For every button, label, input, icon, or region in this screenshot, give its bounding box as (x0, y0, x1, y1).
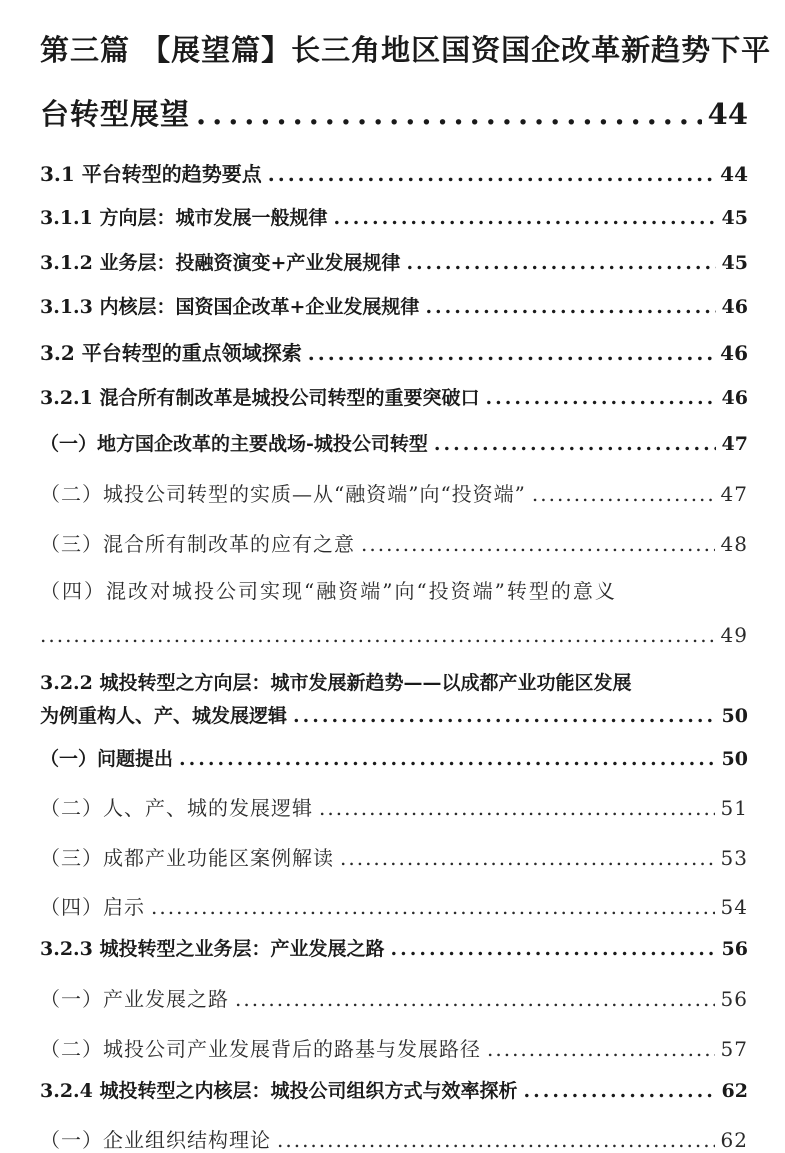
toc-entry-3-2-1-a[interactable] (40, 429, 748, 456)
page-number: 45 (721, 252, 748, 274)
dot-leader (151, 895, 715, 919)
toc-entry-3-2-2-d[interactable] (40, 891, 748, 920)
dot-leader (406, 252, 715, 274)
page-number: 62 (720, 1128, 748, 1152)
entry-label: 3.2.4 城投转型之内核层：城投公司组织方式与效率探析 (40, 1080, 518, 1102)
toc-entry-3-2-2-b[interactable] (40, 792, 748, 821)
entry-label: （一）问题提出 (40, 748, 174, 770)
entry-label: 3.2.1 混合所有制改革是城投公司转型的重要突破口 (40, 387, 480, 409)
dot-leader (391, 938, 716, 960)
toc-entry-3-2-3[interactable] (40, 934, 748, 961)
entry-label: （二）城投公司转型的实质—从“融资端”向“投资端” (40, 482, 526, 506)
toc-entry-3-2-1-b[interactable] (40, 478, 748, 507)
toc-entry-3-2[interactable] (40, 337, 748, 366)
page-number: 50 (721, 705, 748, 727)
entry-label: 3.1.3 内核层：国资国企改革+企业发展规律 (40, 296, 420, 318)
dot-leader (308, 341, 714, 365)
dot-leader (235, 987, 715, 1011)
page-number: 47 (720, 482, 748, 506)
toc-entry-3-2-1-d-line1[interactable] (40, 575, 748, 604)
toc-entry-3-2-3-b[interactable] (40, 1033, 748, 1062)
page-number: 46 (721, 387, 748, 409)
entry-label: （一）产业发展之路 (40, 987, 229, 1011)
dot-leader (268, 162, 714, 186)
entry-label: （一）企业组织结构理论 (40, 1128, 271, 1152)
entry-label: 3.1.2 业务层：投融资演变+产业发展规律 (40, 252, 401, 274)
entry-label: （三）成都产业功能区案例解读 (40, 846, 334, 870)
dot-leader (340, 846, 715, 870)
dot-leader (487, 1037, 715, 1061)
chapter-title-line1 (40, 28, 772, 69)
page-number: 57 (720, 1037, 748, 1061)
toc-entry-3-2-3-a[interactable] (40, 983, 748, 1012)
dot-leader (532, 482, 715, 506)
toc-entry-3-2-2-a[interactable] (40, 744, 748, 771)
entry-label: 3.2.2 城投转型之方向层：城市发展新趋势——以成都产业功能区发展 (40, 672, 632, 694)
page-number: 56 (720, 987, 748, 1011)
toc-entry-3-2-1[interactable] (40, 383, 748, 410)
toc-entry-3-1[interactable] (40, 158, 748, 187)
entry-label: 3.1 平台转型的趋势要点 (40, 162, 262, 186)
page-number: 46 (720, 341, 748, 365)
entry-label: 3.2.3 城投转型之业务层：产业发展之路 (40, 938, 385, 960)
dot-leader (361, 532, 715, 556)
dot-leader (293, 705, 716, 727)
dot-leader (434, 433, 716, 455)
entry-label: （四）启示 (40, 895, 145, 919)
page-number: 53 (720, 846, 748, 870)
entry-label: （四）混改对城投公司实现“融资端”向“投资端”转型的意义 (40, 579, 617, 603)
chapter-title-label: 台转型展望 (40, 97, 191, 131)
toc-entry-3-2-1-d-line2[interactable] (40, 623, 748, 647)
page-number: 51 (720, 796, 748, 820)
toc-entry-3-1-1[interactable] (40, 203, 748, 230)
entry-label: （三）混合所有制改革的应有之意 (40, 532, 355, 556)
page-number: 47 (721, 433, 748, 455)
entry-label: （二）城投公司产业发展背后的路基与发展路径 (40, 1037, 481, 1061)
dot-leader (40, 623, 715, 647)
page-number: 49 (720, 623, 748, 647)
dot-leader (277, 1128, 715, 1152)
entry-label: （二）人、产、城的发展逻辑 (40, 796, 313, 820)
dot-leader (334, 207, 716, 229)
toc-entry-3-2-2-line1[interactable] (40, 668, 748, 695)
dot-leader (425, 296, 715, 318)
chapter-title-text: 第三篇 【展望篇】长三角地区国资国企改革新趋势下平 (40, 33, 772, 67)
dot-leader (179, 748, 716, 770)
dot-leader (524, 1080, 716, 1102)
dot-leader (319, 796, 715, 820)
toc-entry-3-2-2-c[interactable] (40, 842, 748, 871)
page-number: 56 (721, 938, 748, 960)
page-number: 54 (720, 895, 748, 919)
page-number: 62 (721, 1080, 748, 1102)
toc-entry-3-2-1-c[interactable] (40, 528, 748, 557)
toc-entry-3-2-4-a[interactable] (40, 1124, 748, 1153)
toc-entry-3-1-2[interactable] (40, 248, 748, 275)
entry-label-continuation: 为例重构人、产、城发展逻辑 (40, 705, 288, 727)
chapter-title-line2[interactable] (40, 92, 748, 133)
page-number: 45 (721, 207, 748, 229)
entry-label: 3.2 平台转型的重点领域探索 (40, 341, 302, 365)
dot-leader (486, 387, 716, 409)
toc-entry-3-2-4[interactable] (40, 1076, 748, 1103)
toc-entry-3-1-3[interactable] (40, 292, 748, 319)
page-number: 46 (721, 296, 748, 318)
entry-label: 3.1.1 方向层：城市发展一般规律 (40, 207, 328, 229)
page-number: 48 (720, 532, 748, 556)
page-number: 44 (707, 97, 748, 131)
dot-leader (196, 97, 702, 131)
page-number: 50 (721, 748, 748, 770)
toc-entry-3-2-2-line2[interactable] (40, 701, 748, 728)
page-number: 44 (720, 162, 748, 186)
entry-label: （一）地方国企改革的主要战场-城投公司转型 (40, 433, 428, 455)
